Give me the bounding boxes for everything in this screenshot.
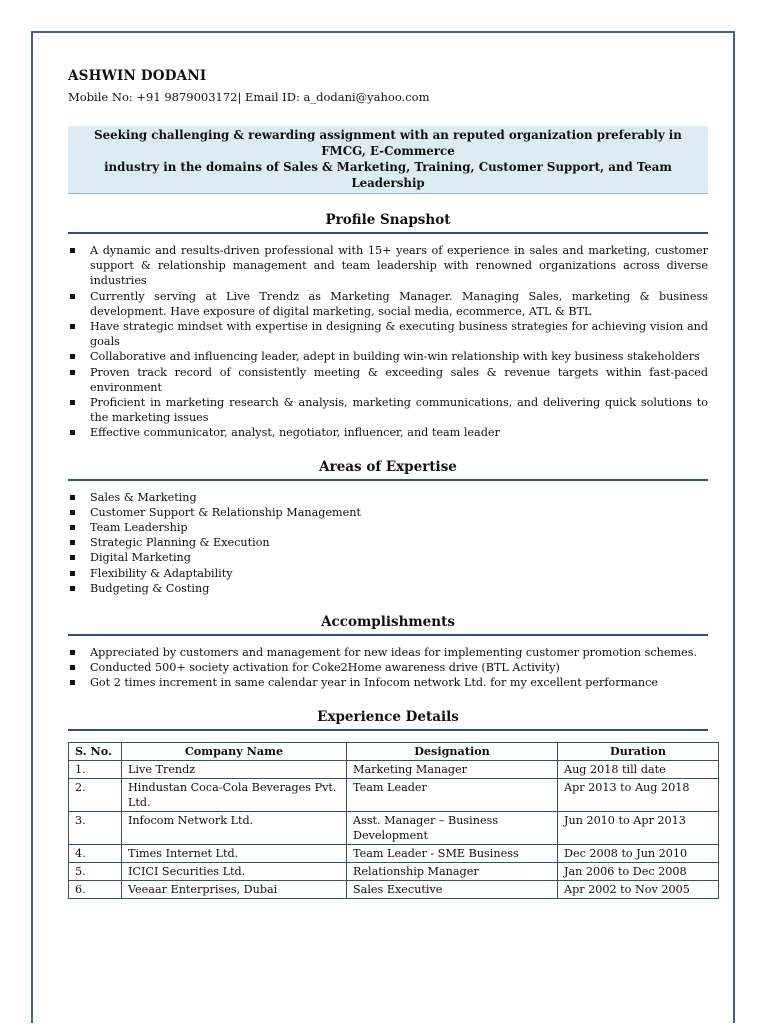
- table-cell: Infocom Network Ltd.: [122, 811, 347, 844]
- section-heading-profile: Profile Snapshot: [68, 211, 708, 234]
- resume-document: [68, 66, 708, 899]
- expertise-list: [68, 490, 708, 596]
- experience-table: [68, 742, 719, 899]
- list-item: Digital Marketing: [68, 550, 708, 565]
- list-item: Team Leadership: [68, 520, 708, 535]
- objective-line: Seeking challenging & rewarding assignment with an reputed organization preferably in FMCG, E-Commerce: [94, 128, 682, 158]
- accomplishments-list: [68, 645, 708, 691]
- table-cell: 5.: [69, 862, 122, 880]
- table-row: [69, 862, 719, 880]
- table-cell: 3.: [69, 811, 122, 844]
- table-cell: Relationship Manager: [347, 862, 558, 880]
- list-item: Proficient in marketing research & analysis, marketing communications, and delivering quick solutions to the marketing issues: [68, 395, 708, 425]
- list-item: Appreciated by customers and management for new ideas for implementing customer promotion schemes.: [68, 645, 708, 660]
- table-row: [69, 778, 719, 811]
- table-cell: ICICI Securities Ltd.: [122, 862, 347, 880]
- table-cell: Team Leader: [347, 778, 558, 811]
- table-cell: Veeaar Enterprises, Dubai: [122, 880, 347, 898]
- table-cell: Apr 2002 to Nov 2005: [558, 880, 719, 898]
- column-header: Company Name: [122, 742, 347, 760]
- section-heading-experience: Experience Details: [68, 708, 708, 731]
- list-item: Currently serving at Live Trendz as Marketing Manager. Managing Sales, marketing & business development. Have exposure of digital marketing, social media, ecommerce, ATL & BTL: [68, 289, 708, 319]
- table-cell: Asst. Manager – Business Development: [347, 811, 558, 844]
- table-cell: Team Leader - SME Business: [347, 844, 558, 862]
- list-item: Customer Support & Relationship Management: [68, 505, 708, 520]
- objective-line: industry in the domains of Sales & Marketing, Training, Customer Support, and Team Leadership: [104, 160, 672, 190]
- column-header: S. No.: [69, 742, 122, 760]
- list-item: Proven track record of consistently meeting & exceeding sales & revenue targets within fast-paced environment: [68, 365, 708, 395]
- table-cell: Times Internet Ltd.: [122, 844, 347, 862]
- list-item: Have strategic mindset with expertise in designing & executing business strategies for achieving vision and goals: [68, 319, 708, 349]
- table-cell: Marketing Manager: [347, 760, 558, 778]
- list-item: A dynamic and results-driven professional with 15+ years of experience in sales and marketing, customer support & relationship management and team leadership with renowned organizations across diverse industries: [68, 243, 708, 289]
- list-item: Effective communicator, analyst, negotiator, influencer, and team leader: [68, 425, 708, 440]
- table-cell: 1.: [69, 760, 122, 778]
- list-item: Collaborative and influencing leader, adept in building win-win relationship with key business stakeholders: [68, 349, 708, 364]
- candidate-name: ASHWIN DODANI: [68, 68, 207, 84]
- list-item: Flexibility & Adaptability: [68, 566, 708, 581]
- list-item: Sales & Marketing: [68, 490, 708, 505]
- contact-info: Mobile No: +91 9879003172| Email ID: a_dodani@yahoo.com: [68, 90, 430, 104]
- list-item: Strategic Planning & Execution: [68, 535, 708, 550]
- table-row: [69, 880, 719, 898]
- table-cell: Jun 2010 to Apr 2013: [558, 811, 719, 844]
- column-header: Duration: [558, 742, 719, 760]
- table-cell: Hindustan Coca-Cola Beverages Pvt. Ltd.: [122, 778, 347, 811]
- section-heading-accomplishments: Accomplishments: [68, 613, 708, 636]
- table-header-row: [69, 742, 719, 760]
- list-item: Got 2 times increment in same calendar year in Infocom network Ltd. for my excellent performance: [68, 675, 708, 690]
- table-cell: Apr 2013 to Aug 2018: [558, 778, 719, 811]
- table-row: [69, 760, 719, 778]
- table-cell: 2.: [69, 778, 122, 811]
- table-cell: Sales Executive: [347, 880, 558, 898]
- objective-banner: [68, 126, 708, 194]
- column-header: Designation: [347, 742, 558, 760]
- profile-list: [68, 243, 708, 441]
- list-item: Conducted 500+ society activation for Coke2Home awareness drive (BTL Activity): [68, 660, 708, 675]
- table-cell: Aug 2018 till date: [558, 760, 719, 778]
- list-item: Budgeting & Costing: [68, 581, 708, 596]
- table-cell: 6.: [69, 880, 122, 898]
- section-heading-expertise: Areas of Expertise: [68, 458, 708, 481]
- table-cell: Dec 2008 to Jun 2010: [558, 844, 719, 862]
- table-row: [69, 811, 719, 844]
- table-cell: Jan 2006 to Dec 2008: [558, 862, 719, 880]
- table-cell: 4.: [69, 844, 122, 862]
- table-cell: Live Trendz: [122, 760, 347, 778]
- table-row: [69, 844, 719, 862]
